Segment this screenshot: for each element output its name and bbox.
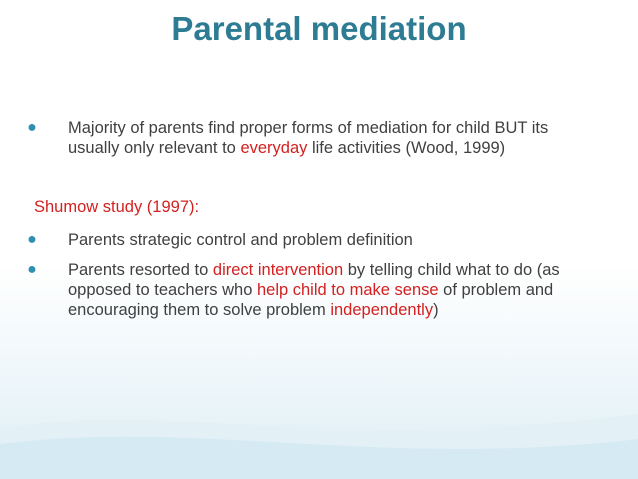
subheading-shumow: Shumow study (1997): (34, 198, 200, 216)
background-wave (0, 359, 638, 479)
highlight-everyday: everyday (240, 139, 308, 157)
bullet-icon: ● (27, 261, 37, 278)
bullet-item-majority: ● Majority of parents find proper forms of mediation for child BUT its usually only relevant to everyday life activities (Wood, 1999) (22, 118, 602, 158)
highlight-make-sense: help child to make sense (256, 281, 439, 299)
highlight-direct-intervention: direct intervention (212, 261, 344, 279)
bullet-item-control: ● Parents strategic control and problem definition (22, 230, 602, 250)
slide-content (22, 118, 602, 320)
highlight-independently: independently (330, 301, 434, 319)
slide-title: Parental mediation (171, 10, 467, 47)
bullet-item-intervention: ● Parents resorted to direct intervention by telling child what to do (as opposed to teachers who help child to make sense of problem and encouraging them to solve problem independently) (22, 260, 602, 320)
bullet-icon: ● (27, 119, 37, 136)
bullet-icon: ● (27, 231, 37, 248)
